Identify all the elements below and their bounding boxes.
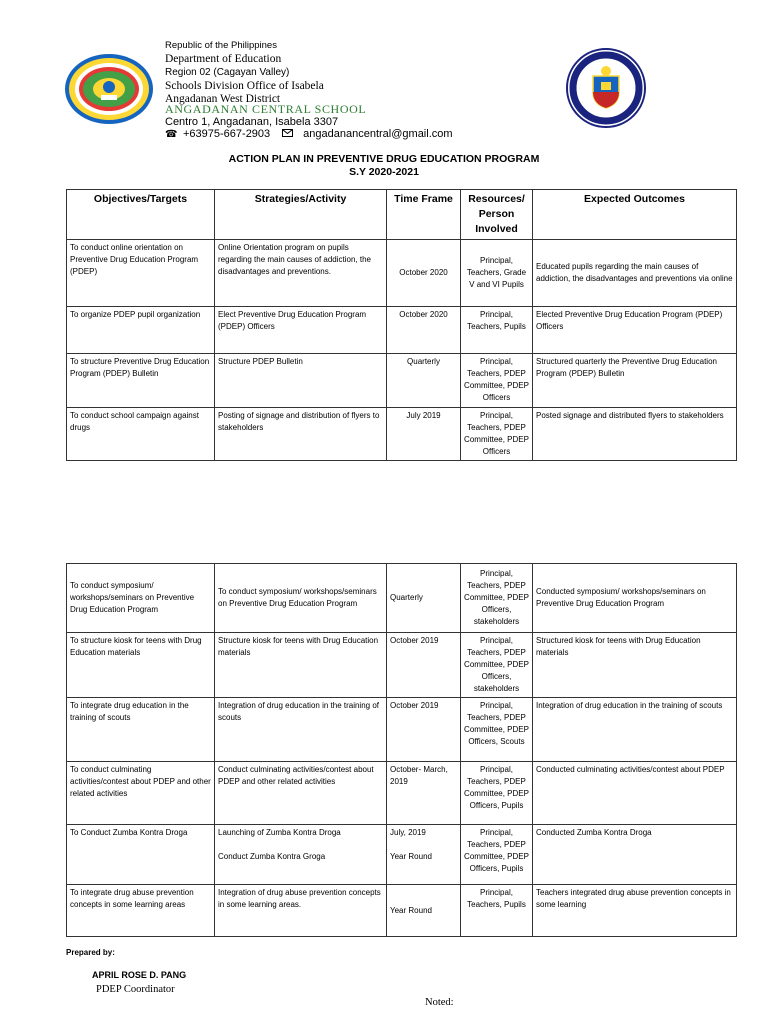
cell-strategy: Integration of drug education in the training of scouts [215,698,387,762]
cell-resources: Principal, Teachers, PDEP Committee, PDEP Officers, Scouts [461,698,533,762]
cell-objective: To Conduct Zumba Kontra Droga [67,825,215,885]
cell-resources: Principal, Teachers, Pupils [461,885,533,937]
table-row [67,307,737,354]
cell-strategy: Online Orientation program on pupils regarding the main causes of addiction, the disadvantages and preventions. [215,240,387,307]
school-name: ANGADANAN CENTRAL SCHOOL [165,102,367,116]
school-seal-icon [64,53,154,125]
cell-objective: To conduct culminating activities/contest about PDEP and other related activities [67,762,215,825]
header-objectives: Objectives/Targets [67,190,215,240]
document-title: ACTION PLAN IN PREVENTIVE DRUG EDUCATION PROGRAM [228,153,540,165]
phone-icon: ☎ [165,128,178,140]
zumba-launch-activity: Launching of Zumba Kontra Droga [218,828,341,837]
cell-outcome: Teachers integrated drug abuse prevention concepts in some learning [533,885,737,937]
action-plan-table-continued [66,563,737,937]
cell-outcome: Conducted symposium/ workshops/seminars on Preventive Drug Education Program [533,564,737,633]
prepared-by-label: Prepared by: [66,948,115,957]
cell-time-frame [387,825,461,885]
republic-line: Republic of the Philippines [165,40,277,51]
signatory-role: PDEP Coordinator [96,984,175,995]
cell-outcome: Structured kiosk for teens with Drug Education materials [533,633,737,698]
cell-strategy [215,825,387,885]
table-row [67,240,737,307]
cell-resources: Principal, Teachers, Grade V and VI Pupils [461,240,533,307]
cell-objective: To conduct school campaign against drugs [67,408,215,461]
cell-objective: To integrate drug abuse prevention concepts in some learning areas [67,885,215,937]
cell-outcome: Posted signage and distributed flyers to stakeholders [533,408,737,461]
signatory-name: APRIL ROSE D. PANG [92,970,187,980]
table-header-row [67,190,737,240]
region-line: Region 02 (Cagayan Valley) [165,67,290,78]
phone-number: +63975-667-2903 [183,128,271,140]
cell-strategy: Posting of signage and distribution of flyers to stakeholders [215,408,387,461]
table-row [67,633,737,698]
cell-time-frame: Quarterly [387,564,461,633]
cell-time-frame: July 2019 [387,408,461,461]
cell-resources: Principal, Teachers, PDEP Committee, PDEP Officers, Pupils [461,762,533,825]
deped-seal-icon [566,48,646,128]
cell-outcome: Conducted Zumba Kontra Droga [533,825,737,885]
department-line: Department of Education [165,53,282,65]
cell-strategy: Elect Preventive Drug Education Program (PDEP) Officers [215,307,387,354]
cell-outcome: Integration of drug education in the training of scouts [533,698,737,762]
table-row [67,354,737,408]
cell-strategy: To conduct symposium/ workshops/seminars on Preventive Drug Education Program [215,564,387,633]
zumba-conduct-date: Year Round [390,852,432,861]
zumba-conduct-activity: Conduct Zumba Kontra Groga [218,852,326,861]
cell-resources: Principal, Teachers, PDEP Committee, PDEP Officers, stakeholders [461,564,533,633]
cell-strategy: Structure kiosk for teens with Drug Education materials [215,633,387,698]
table-row [67,698,737,762]
contact-line [165,129,453,140]
cell-objective: To integrate drug education in the training of scouts [67,698,215,762]
cell-time-frame: October 2020 [387,307,461,354]
cell-time-frame: October- March, 2019 [387,762,461,825]
cell-time-frame: October 2020 [387,240,461,307]
table-row [67,762,737,825]
cell-resources: Principal, Teachers, PDEP Committee, PDEP Officers [461,354,533,408]
school-year: S.Y 2020-2021 [349,166,419,178]
cell-resources: Principal, Teachers, PDEP Committee, PDEP Officers, Pupils [461,825,533,885]
cell-outcome: Educated pupils regarding the main causes of addiction, the disadvantages and preventions via online [533,240,737,307]
table-row [67,408,737,461]
division-line: Schools Division Office of Isabela [165,80,324,92]
header-time-frame: Time Frame [387,190,461,240]
cell-strategy: Integration of drug abuse prevention concepts in some learning areas. [215,885,387,937]
zumba-launch-date: July, 2019 [390,828,426,837]
district-line: Angadanan West District [165,93,281,105]
address-line: Centro 1, Angadanan, Isabela 3307 [165,116,339,128]
table-row [67,885,737,937]
cell-strategy: Structure PDEP Bulletin [215,354,387,408]
cell-outcome: Elected Preventive Drug Education Program (PDEP) Officers [533,307,737,354]
cell-resources: Principal, Teachers, Pupils [461,307,533,354]
cell-outcome: Conducted culminating activities/contest about PDEP [533,762,737,825]
cell-time-frame: Year Round [387,885,461,937]
header-strategies: Strategies/Activity [215,190,387,240]
cell-objective: To conduct symposium/ workshops/seminars on Preventive Drug Education Program [67,564,215,633]
table-row [67,564,737,633]
cell-resources: Principal, Teachers, PDEP Committee, PDEP Officers [461,408,533,461]
cell-strategy: Conduct culminating activities/contest about PDEP and other related activities [215,762,387,825]
cell-objective: To conduct online orientation on Preventive Drug Education Program (PDEP) [67,240,215,307]
cell-outcome: Structured quarterly the Preventive Drug Education Program (PDEP) Bulletin [533,354,737,408]
cell-time-frame: October 2019 [387,698,461,762]
cell-resources: Principal, Teachers, PDEP Committee, PDEP Officers, stakeholders [461,633,533,698]
email-address: angadanancentral@gmail.com [303,128,453,140]
cell-objective: To structure kiosk for teens with Drug Education materials [67,633,215,698]
header-outcomes: Expected Outcomes [533,190,737,240]
cell-time-frame: October 2019 [387,633,461,698]
mail-icon [282,129,293,140]
table-row [67,825,737,885]
noted-label: Noted: [425,997,454,1008]
action-plan-table [66,189,737,461]
cell-objective: To structure Preventive Drug Education Program (PDEP) Bulletin [67,354,215,408]
header-resources: Resources/ Person Involved [461,190,533,240]
cell-time-frame: Quarterly [387,354,461,408]
cell-objective: To organize PDEP pupil organization [67,307,215,354]
